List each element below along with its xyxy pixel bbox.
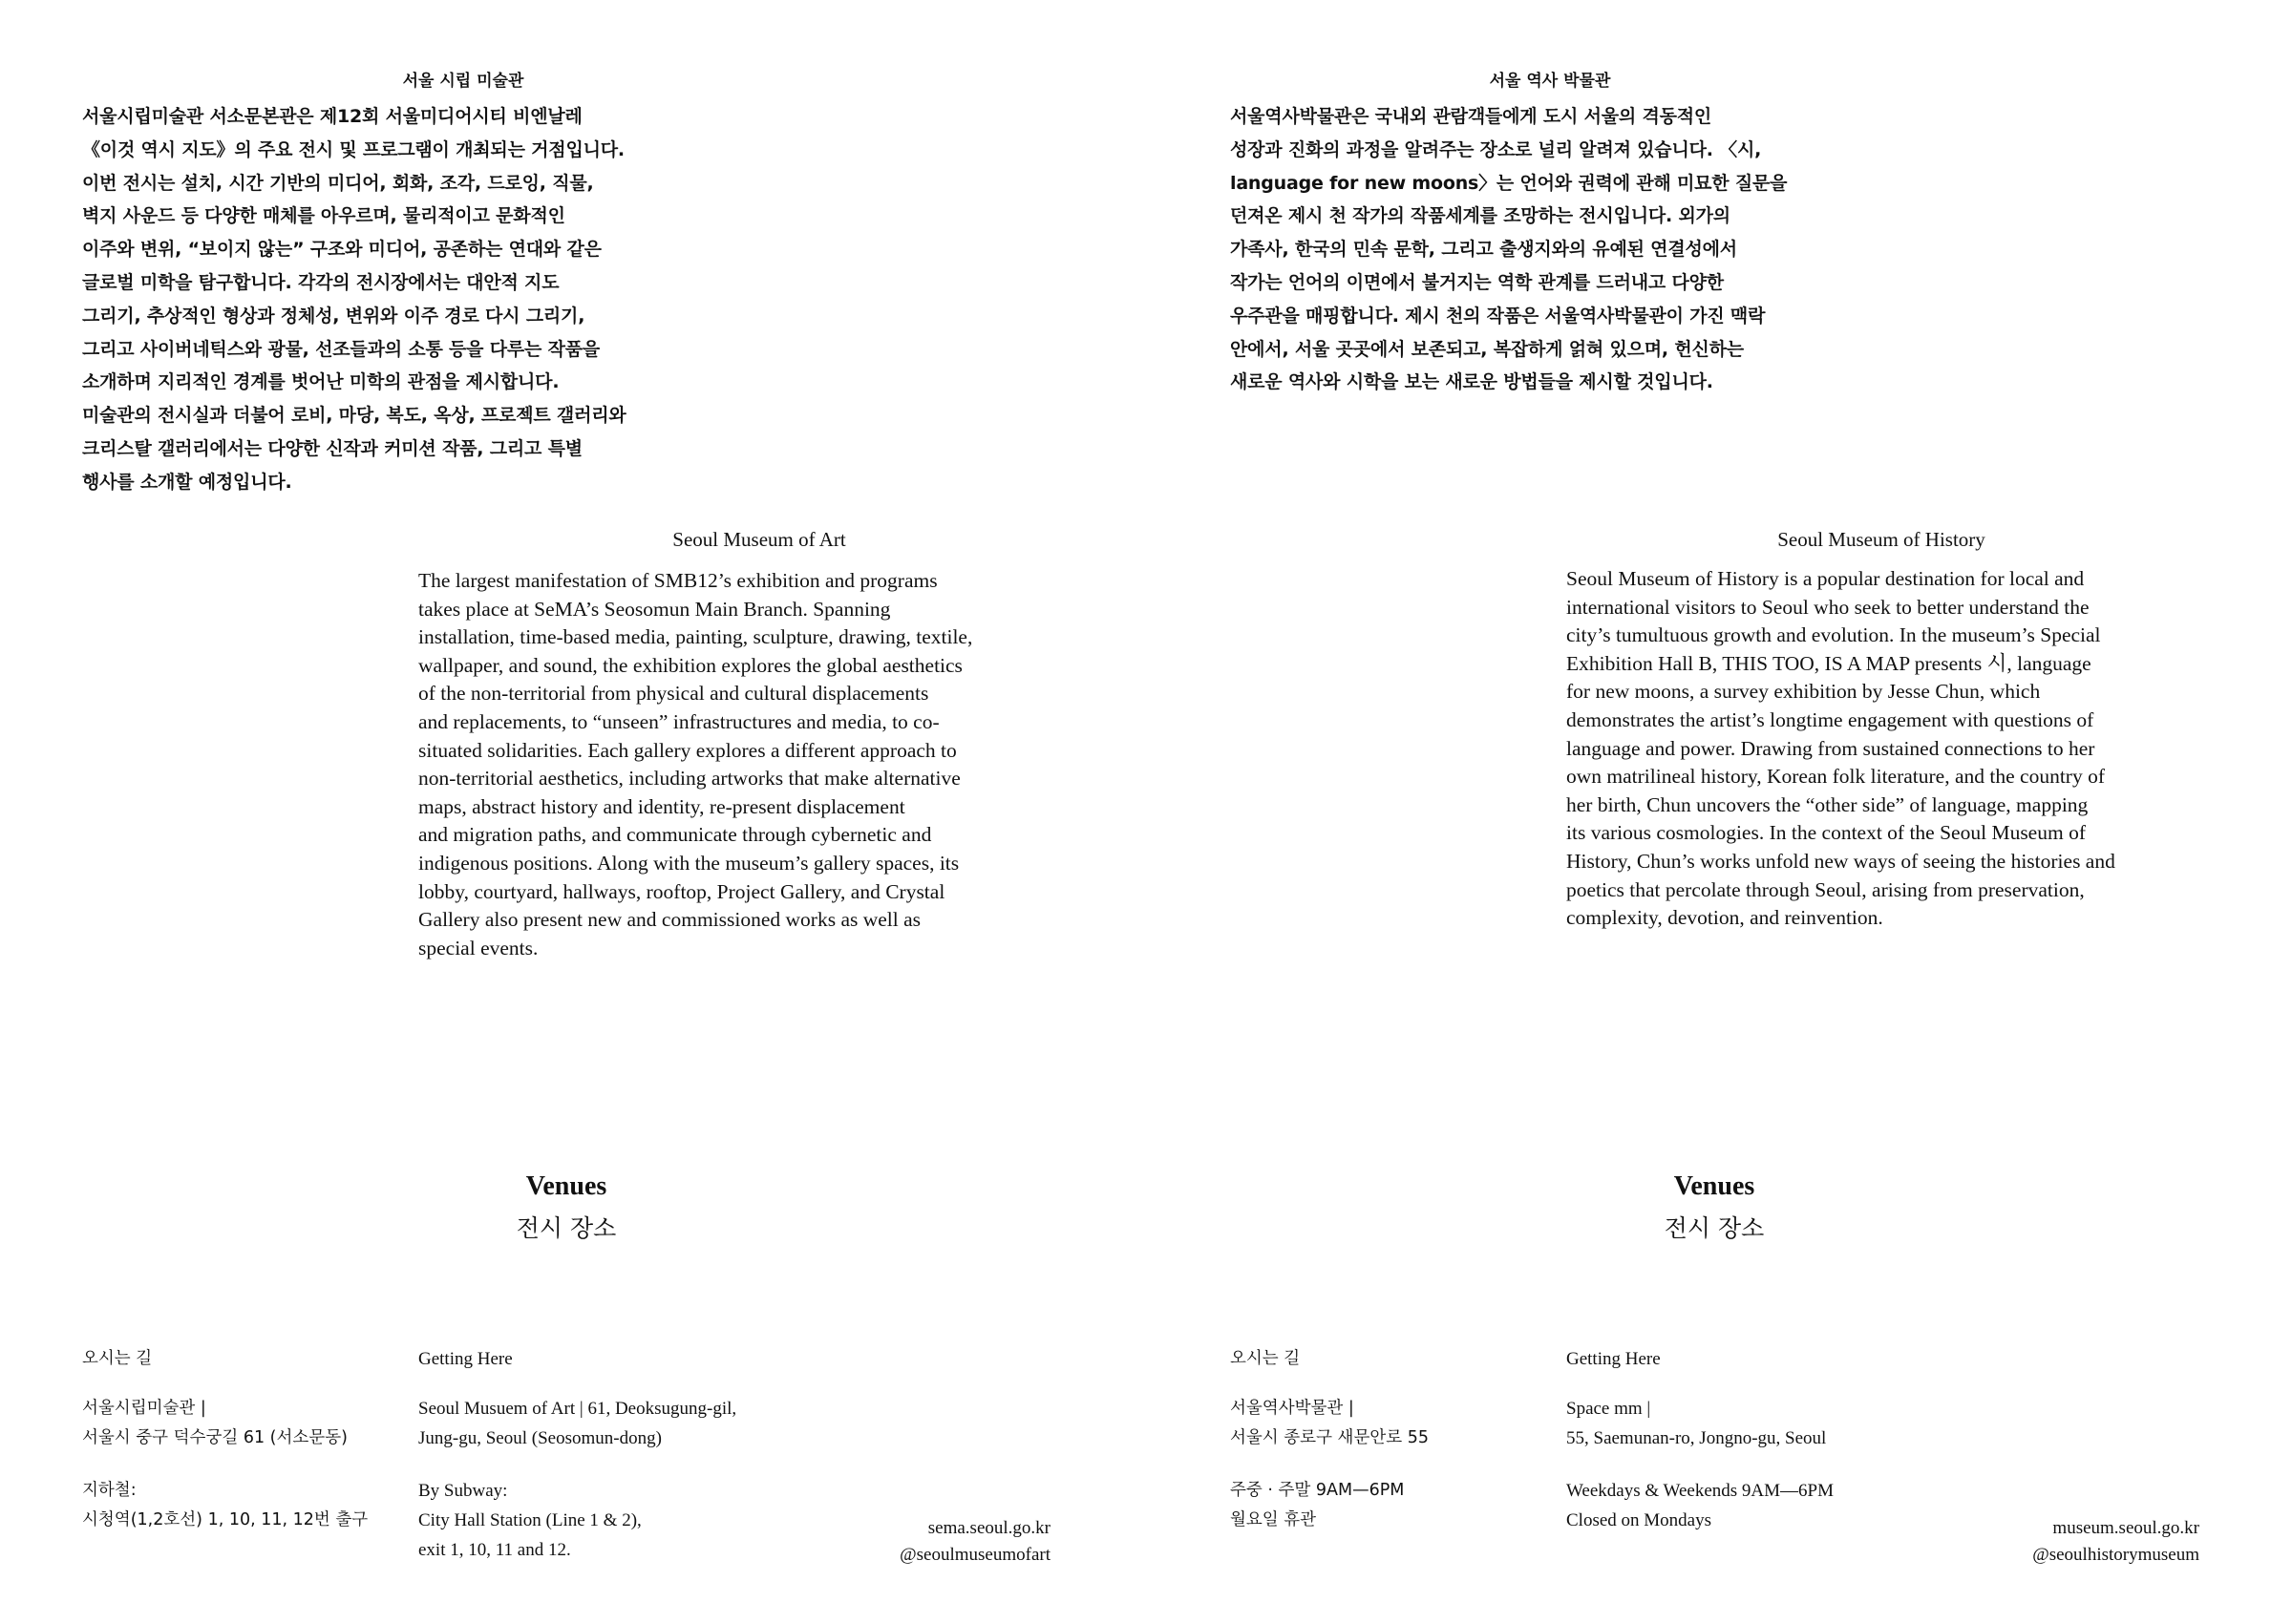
text-line: Seoul Museum of History is a popular destination for local and [1566,567,2085,590]
text-line: Seoul Musuem of Art | 61, Deoksugung-gil, [418,1399,737,1419]
text-line: its various cosmologies. In the context of the Seoul Museum of [1566,821,2086,845]
text-line: Space mm | [1566,1399,1651,1419]
sema-korean-description [82,100,626,499]
text-line: 55, Saemunan-ro, Jongno-gu, Seoul [1566,1428,1827,1448]
text-line: international visitors to Seoul who seek to better understand the [1566,595,2090,619]
right-venues-korean-heading: 전시 장소 [1664,1214,1765,1242]
text-line: Exhibition Hall B, THIS TOO, IS A MAP presents 시, language [1566,651,2091,675]
sema-korean-title: 서울 시립 미술관 [402,72,524,91]
text-line: 이주와 변위, “보이지 않는” 구조와 미디어, 공존하는 연대와 같은 [82,239,602,261]
left-venues-heading: Venues [525,1171,607,1201]
text-line: 지하철: [82,1481,137,1500]
text-line: 서울시립미술관 서소문본관은 제12회 서울미디어시티 비엔날레 [82,106,583,127]
text-line: her birth, Chun uncovers the “other side” of language, mapping [1566,792,2089,816]
text-line: Closed on Mondays [1566,1510,1711,1530]
history-museum-social-handle[interactable]: @seoulhistorymuseum [2032,1545,2199,1565]
text-line: 그리기, 추상적인 형상과 정체성, 변위와 이주 경로 다시 그리기, [82,305,585,327]
text-line: Gallery also present new and commissioned works as well as [418,908,922,932]
text-line: language and power. Drawing from sustained connections to her [1566,736,2095,760]
text-line: 《이것 역시 지도》의 주요 전시 및 프로그램이 개최되는 거점입니다. [82,138,625,160]
left-directions-english-label: Getting Here [418,1349,513,1369]
history-museum-hours-korean [1230,1476,1404,1535]
text-line: 가족사, 한국의 민속 문학, 그리고 출생지와의 유예된 연결성에서 [1230,239,1737,261]
text-line: Jung-gu, Seoul (Seosomun-dong) [418,1428,662,1448]
text-line: own matrilineal history, Korean folk literature, and the country of [1566,765,2105,789]
text-line: 서울시립미술관 | [82,1399,206,1418]
text-line: 우주관을 매핑합니다. 제시 천의 작품은 서울역사박물관이 가진 맥락 [1230,305,1766,327]
text-line: and replacements, to “unseen” infrastructures and media, to co- [418,709,940,733]
text-line: 서울역사박물관 | [1230,1399,1354,1418]
sema-address-english [418,1394,736,1453]
text-line: poetics that percolate through Seoul, arising from preservation, [1566,877,2085,901]
text-line: 주중 · 주말 9AM—6PM [1230,1481,1405,1500]
text-line: 작가는 언어의 이면에서 불거지는 역학 관계를 드러내고 다양한 [1230,271,1724,293]
history-museum-english-title: Seoul Museum of History [1777,528,1985,551]
text-line: 서울역사박물관은 국내외 관람객들에게 도시 서울의 격동적인 [1230,106,1712,127]
text-line: lobby, courtyard, hallways, rooftop, Project Gallery, and Crystal [418,879,945,903]
text-line: Weekdays & Weekends 9AM—6PM [1566,1481,1834,1501]
sema-address-korean [82,1394,348,1453]
history-museum-english-description [1566,565,2115,933]
sema-social-handle[interactable]: @seoulmuseumofart [900,1545,1051,1565]
text-line: city’s tumultuous growth and evolution. In the museum’s Special [1566,623,2101,647]
text-line: 성장과 진화의 과정을 알려주는 장소로 널리 알려져 있습니다. 〈시, [1230,138,1762,160]
text-line: 월요일 휴관 [1230,1510,1317,1529]
history-museum-address-english [1566,1394,1826,1453]
text-line: language for new moons〉는 언어와 권력에 관해 미묘한 질문을 [1230,172,1788,194]
left-directions-korean-label: 오시는 길 [82,1349,153,1368]
text-line: 시청역(1,2호선) 1, 10, 11, 12번 출구 [82,1510,369,1529]
text-line: 이번 전시는 설치, 시간 기반의 미디어, 회화, 조각, 드로잉, 직물, [82,172,594,194]
history-museum-korean-description [1230,100,1787,399]
history-museum-hours-english [1566,1476,1834,1535]
text-line: and migration paths, and communicate through cybernetic and [418,823,932,847]
text-line: takes place at SeMA’s Seosomun Main Branch. Spanning [418,597,891,621]
text-line: 글로벌 미학을 탐구합니다. 각각의 전시장에서는 대안적 지도 [82,271,560,293]
text-line: 크리스탈 갤러리에서는 다양한 신작과 커미션 작품, 그리고 특별 [82,437,583,459]
text-line: The largest manifestation of SMB12’s exhibition and programs [418,569,938,592]
sema-subway-english [418,1476,642,1565]
text-line: 그리고 사이버네틱스와 광물, 선조들과의 소통 등을 다루는 작품을 [82,338,601,360]
text-line: situated solidarities. Each gallery explores a different approach to [418,738,957,762]
text-line: of the non-territorial from physical and cultural displacements [418,682,929,706]
sema-website-link[interactable]: sema.seoul.go.kr [927,1518,1051,1538]
left-venues-korean-heading: 전시 장소 [516,1214,617,1242]
text-line: non-territorial aesthetics, including artworks that make alternative [418,767,961,791]
sema-english-description [418,567,972,962]
text-line: 안에서, 서울 곳곳에서 보존되고, 복잡하게 얽혀 있으며, 헌신하는 [1230,338,1744,360]
sema-english-title: Seoul Museum of Art [672,528,846,551]
right-directions-english-label: Getting Here [1566,1349,1661,1369]
text-line: maps, abstract history and identity, re-present displacement [418,794,905,818]
text-line: 미술관의 전시실과 더불어 로비, 마당, 복도, 옥상, 프로젝트 갤러리와 [82,405,626,427]
text-line: demonstrates the artist’s longtime engagement with questions of [1566,707,2094,731]
text-line: 던져온 제시 천 작가의 작품세계를 조망하는 전시입니다. 외가의 [1230,205,1730,227]
text-line: special events. [418,936,539,960]
sema-subway-korean [82,1476,368,1535]
text-line: 서울시 종로구 새문안로 55 [1230,1428,1430,1447]
text-line: 새로운 역사와 시학을 보는 새로운 방법들을 제시할 것입니다. [1230,371,1713,393]
text-line: wallpaper, and sound, the exhibition explores the global aesthetics [418,653,963,677]
history-museum-address-korean [1230,1394,1429,1453]
text-line: 벽지 사운드 등 다양한 매체를 아우르며, 물리적이고 문화적인 [82,205,565,227]
text-line: 소개하며 지리적인 경계를 벗어난 미학의 관점을 제시합니다. [82,371,560,393]
history-museum-website-link[interactable]: museum.seoul.go.kr [2052,1518,2199,1538]
text-line: 서울시 중구 덕수궁길 61 (서소문동) [82,1428,348,1447]
text-line: complexity, devotion, and reinvention. [1566,906,1883,930]
right-venues-heading: Venues [1673,1171,1755,1201]
text-line: for new moons, a survey exhibition by Jesse Chun, which [1566,680,2041,704]
text-line: 행사를 소개할 예정입니다. [82,471,292,493]
text-line: City Hall Station (Line 1 & 2), [418,1510,642,1530]
text-line: exit 1, 10, 11 and 12. [418,1540,571,1560]
text-line: By Subway: [418,1481,508,1501]
text-line: indigenous positions. Along with the museum’s gallery spaces, its [418,851,960,875]
text-line: installation, time-based media, painting, sculpture, drawing, textile, [418,625,973,649]
right-directions-korean-label: 오시는 길 [1230,1349,1301,1368]
text-line: History, Chun’s works unfold new ways of seeing the histories and [1566,849,2115,873]
history-museum-korean-title: 서울 역사 박물관 [1489,72,1611,91]
